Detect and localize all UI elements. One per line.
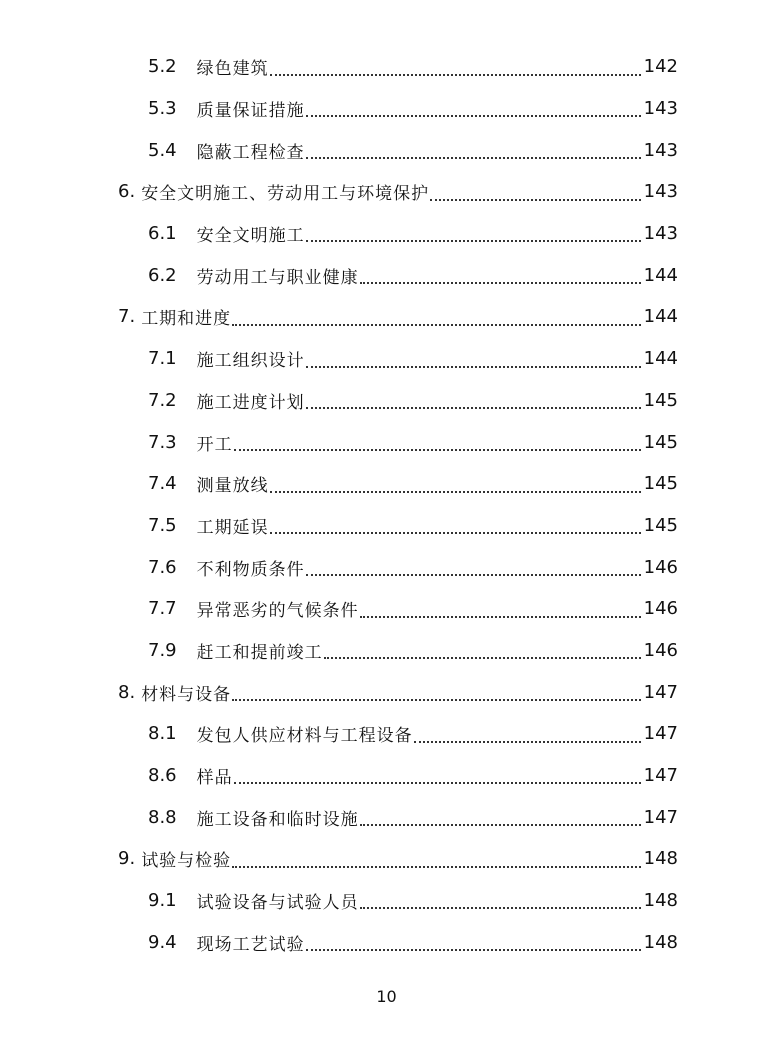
table-of-contents — [0, 46, 773, 963]
toc-entry-number: 5.4 — [148, 139, 177, 161]
toc-entry-number: 5.2 — [148, 56, 177, 78]
dot-leader — [306, 407, 641, 409]
toc-entry-number: 7.3 — [148, 431, 177, 453]
toc-entry-title: 样品 — [196, 768, 233, 789]
toc-entry-title: 异常恶劣的气候条件 — [196, 601, 359, 622]
toc-entry-title: 试验与检验 — [141, 851, 232, 872]
toc-entry-page: 143 — [643, 98, 678, 120]
toc-entry-number: 7.4 — [148, 473, 177, 495]
dot-leader — [232, 324, 641, 326]
toc-entry[interactable] — [0, 213, 773, 255]
toc-entry[interactable] — [0, 421, 773, 463]
dot-leader — [430, 199, 641, 201]
toc-entry-title: 施工进度计划 — [196, 392, 305, 413]
dot-leader — [270, 532, 641, 534]
dot-leader — [306, 949, 641, 951]
toc-entry[interactable] — [0, 713, 773, 755]
toc-entry-number: 7. — [118, 306, 136, 328]
toc-entry-page: 146 — [643, 556, 678, 578]
toc-entry-page: 148 — [643, 848, 678, 870]
toc-entry-number: 8.1 — [148, 723, 177, 745]
toc-entry-page: 144 — [643, 306, 678, 328]
toc-entry-number: 9.1 — [148, 890, 177, 912]
dot-leader — [306, 240, 641, 242]
dot-leader — [232, 866, 641, 868]
toc-entry-number: 9.4 — [148, 931, 177, 953]
toc-entry-title: 安全文明施工 — [196, 226, 305, 247]
toc-entry-page: 148 — [643, 890, 678, 912]
toc-entry[interactable] — [0, 171, 773, 213]
toc-entry[interactable] — [0, 921, 773, 963]
page-number: 10 — [376, 987, 397, 1006]
toc-entry-page: 144 — [643, 348, 678, 370]
toc-entry-number: 6.1 — [148, 223, 177, 245]
dot-leader — [270, 491, 641, 493]
toc-entry-page: 145 — [643, 514, 678, 536]
toc-entry-title: 劳动用工与职业健康 — [196, 267, 359, 288]
toc-entry-page: 143 — [643, 181, 678, 203]
toc-entry-page: 145 — [643, 389, 678, 411]
toc-entry[interactable] — [0, 254, 773, 296]
toc-entry[interactable] — [0, 505, 773, 547]
toc-entry-title: 材料与设备 — [141, 684, 232, 705]
toc-entry-number: 9. — [118, 848, 136, 870]
dot-leader — [234, 449, 641, 451]
toc-entry-title: 测量放线 — [196, 476, 269, 497]
toc-entry[interactable] — [0, 338, 773, 380]
toc-entry-page: 147 — [643, 765, 678, 787]
dot-leader — [306, 366, 641, 368]
dot-leader — [232, 699, 641, 701]
toc-entry-number: 6. — [118, 181, 136, 203]
toc-entry-page: 146 — [643, 598, 678, 620]
toc-entry-number: 7.5 — [148, 514, 177, 536]
toc-entry-title: 安全文明施工、劳动用工与环境保护 — [141, 184, 430, 205]
toc-entry[interactable] — [0, 380, 773, 422]
toc-entry[interactable] — [0, 46, 773, 88]
toc-entry-page: 144 — [643, 264, 678, 286]
toc-entry[interactable] — [0, 630, 773, 672]
toc-entry-title: 工期和进度 — [141, 309, 232, 330]
dot-leader — [360, 282, 641, 284]
toc-entry[interactable] — [0, 755, 773, 797]
toc-entry-number: 8.8 — [148, 806, 177, 828]
toc-entry-title: 工期延误 — [196, 517, 269, 538]
toc-entry-title: 试验设备与试验人员 — [196, 893, 359, 914]
toc-entry[interactable] — [0, 671, 773, 713]
toc-entry-number: 8. — [118, 681, 136, 703]
toc-entry-page: 143 — [643, 139, 678, 161]
dot-leader — [306, 115, 641, 117]
toc-entry-number: 7.6 — [148, 556, 177, 578]
toc-entry[interactable] — [0, 296, 773, 338]
toc-entry-title: 施工组织设计 — [196, 351, 305, 372]
dot-leader — [360, 907, 641, 909]
toc-entry[interactable] — [0, 880, 773, 922]
toc-entry[interactable] — [0, 88, 773, 130]
toc-entry-title: 隐蔽工程检查 — [196, 142, 305, 163]
toc-entry-page: 143 — [643, 223, 678, 245]
toc-entry-page: 145 — [643, 473, 678, 495]
toc-entry-number: 7.7 — [148, 598, 177, 620]
dot-leader — [414, 741, 641, 743]
toc-entry-title: 开工 — [196, 434, 233, 455]
toc-entry[interactable] — [0, 129, 773, 171]
toc-entry-page: 148 — [643, 931, 678, 953]
toc-entry[interactable] — [0, 588, 773, 630]
toc-entry-title: 质量保证措施 — [196, 101, 305, 122]
toc-entry-number: 6.2 — [148, 264, 177, 286]
dot-leader — [360, 616, 641, 618]
toc-entry-title: 施工设备和临时设施 — [196, 809, 359, 830]
dot-leader — [234, 782, 641, 784]
toc-entry-page: 146 — [643, 639, 678, 661]
toc-entry-number: 7.9 — [148, 639, 177, 661]
toc-entry[interactable] — [0, 796, 773, 838]
toc-entry-title: 赶工和提前竣工 — [196, 642, 323, 663]
toc-entry[interactable] — [0, 546, 773, 588]
toc-entry-title: 发包人供应材料与工程设备 — [196, 726, 413, 747]
toc-entry-number: 5.3 — [148, 98, 177, 120]
toc-entry-title: 绿色建筑 — [196, 59, 269, 80]
dot-leader — [306, 157, 641, 159]
toc-entry-page: 147 — [643, 723, 678, 745]
toc-entry-page: 142 — [643, 56, 678, 78]
toc-entry-title: 不利物质条件 — [196, 559, 305, 580]
toc-entry-number: 8.6 — [148, 765, 177, 787]
dot-leader — [270, 74, 641, 76]
toc-entry-title: 现场工艺试验 — [196, 934, 305, 955]
toc-entry-page: 147 — [643, 681, 678, 703]
toc-entry-page: 147 — [643, 806, 678, 828]
toc-entry-page: 145 — [643, 431, 678, 453]
toc-entry[interactable] — [0, 838, 773, 880]
dot-leader — [324, 657, 641, 659]
toc-entry[interactable] — [0, 463, 773, 505]
dot-leader — [360, 824, 641, 826]
dot-leader — [306, 574, 641, 576]
toc-entry-number: 7.1 — [148, 348, 177, 370]
toc-entry-number: 7.2 — [148, 389, 177, 411]
